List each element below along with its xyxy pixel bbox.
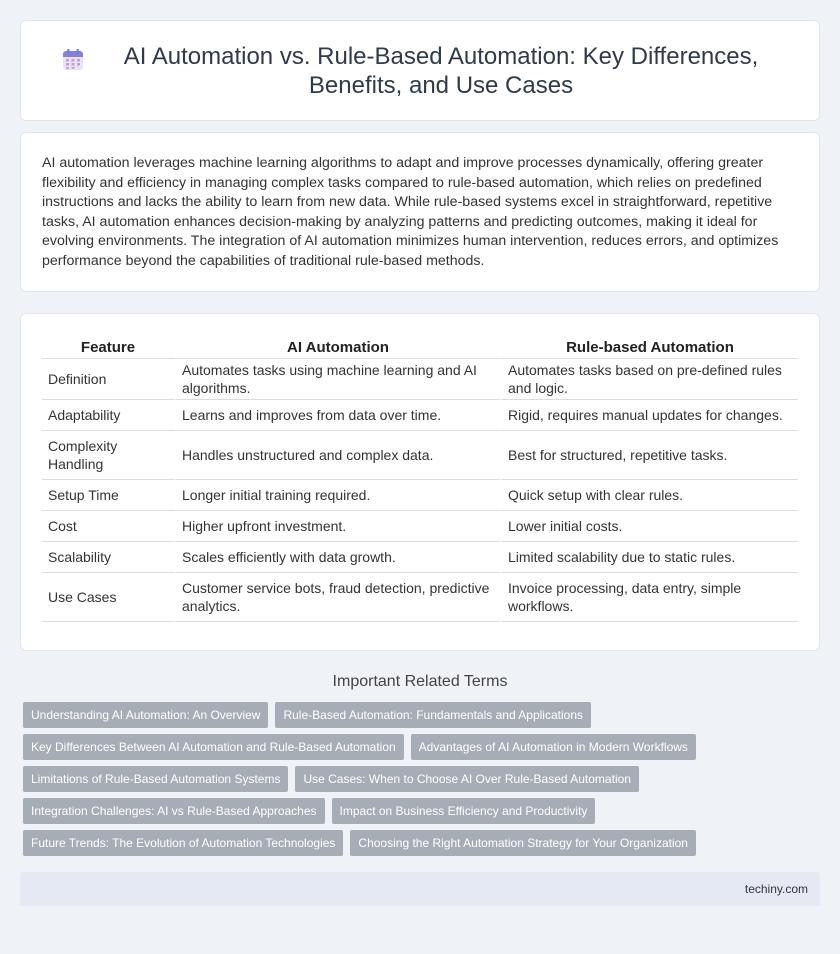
footer-site[interactable]: techiny.com xyxy=(744,882,808,896)
cell-feature: Definition xyxy=(42,359,174,400)
cell-rule: Invoice processing, data entry, simple workflows. xyxy=(500,573,798,622)
cell-feature: Cost xyxy=(42,511,174,542)
cell-ai: Higher upfront investment. xyxy=(174,511,500,542)
related-tag[interactable]: Use Cases: When to Choose AI Over Rule-Based Automation xyxy=(295,766,639,792)
related-terms-tags xyxy=(0,702,840,862)
related-terms-title: Important Related Terms xyxy=(332,673,508,690)
cell-ai: Scales efficiently with data growth. xyxy=(174,542,500,573)
related-tag[interactable]: Choosing the Right Automation Strategy for Your Organization xyxy=(350,830,696,856)
related-tag[interactable]: Key Differences Between AI Automation and Rule-Based Automation xyxy=(23,734,404,760)
intro-paragraph: AI automation leverages machine learning algorithms to adapt and improve processes dynamically, offering greater flexibility and efficiency in managing complex tasks compared to rule-based automation, which relies on predefined instructions and lacks the ability to learn from new data. While rule-based systems excel in straightforward, repetitive tasks, AI automation enhances decision-making by analyzing patterns and predicting outcomes, making it ideal for evolving environments. The integration of AI automation minimizes human intervention, reduces errors, and optimizes performance beyond the capabilities of traditional rule-based methods. xyxy=(42,155,779,269)
related-tag[interactable]: Rule-Based Automation: Fundamentals and Applications xyxy=(275,702,591,728)
cell-ai: Learns and improves from data over time. xyxy=(174,400,500,431)
table-header-row xyxy=(42,334,798,359)
related-tag[interactable]: Limitations of Rule-Based Automation Systems xyxy=(23,766,288,792)
table-row xyxy=(42,480,798,511)
title-wrap xyxy=(61,42,779,100)
table-row xyxy=(42,542,798,573)
cell-ai: Customer service bots, fraud detection, predictive analytics. xyxy=(174,573,500,622)
cell-rule: Rigid, requires manual updates for changes. xyxy=(500,400,798,431)
header-ai-automation: AI Automation xyxy=(174,334,500,359)
cell-rule: Automates tasks based on pre-defined rules and logic. xyxy=(500,359,798,400)
table-row xyxy=(42,431,798,480)
header-rule-based-automation: Rule-based Automation xyxy=(500,334,798,359)
table-row xyxy=(42,573,798,622)
header-feature: Feature xyxy=(42,334,174,359)
cell-ai: Automates tasks using machine learning and AI algorithms. xyxy=(174,359,500,400)
cell-feature: Complexity Handling xyxy=(42,431,174,480)
cell-rule: Quick setup with clear rules. xyxy=(500,480,798,511)
table-row xyxy=(42,400,798,431)
table-row xyxy=(42,511,798,542)
comparison-table xyxy=(42,334,798,622)
cell-feature: Setup Time xyxy=(42,480,174,511)
related-tag[interactable]: Impact on Business Efficiency and Productivity xyxy=(332,798,596,824)
cell-feature: Scalability xyxy=(42,542,174,573)
cell-ai: Handles unstructured and complex data. xyxy=(174,431,500,480)
table-row xyxy=(42,359,798,400)
related-terms-section xyxy=(0,673,840,862)
comparison-table-card xyxy=(20,313,820,651)
cell-ai: Longer initial training required. xyxy=(174,480,500,511)
cell-feature: Adaptability xyxy=(42,400,174,431)
cell-feature: Use Cases xyxy=(42,573,174,622)
cell-rule: Lower initial costs. xyxy=(500,511,798,542)
related-tag[interactable]: Advantages of AI Automation in Modern Workflows xyxy=(411,734,696,760)
intro-card xyxy=(20,132,820,292)
cell-rule: Limited scalability due to static rules. xyxy=(500,542,798,573)
cell-rule: Best for structured, repetitive tasks. xyxy=(500,431,798,480)
related-tag[interactable]: Understanding AI Automation: An Overview xyxy=(23,702,268,728)
related-tag[interactable]: Future Trends: The Evolution of Automation Technologies xyxy=(23,830,343,856)
calendar-icon xyxy=(61,48,85,72)
footer xyxy=(20,872,820,906)
related-tag[interactable]: Integration Challenges: AI vs Rule-Based Approaches xyxy=(23,798,325,824)
page-title: AI Automation vs. Rule-Based Automation: Key Differences, Benefits, and Use Cases xyxy=(123,42,759,99)
header-card xyxy=(20,20,820,121)
